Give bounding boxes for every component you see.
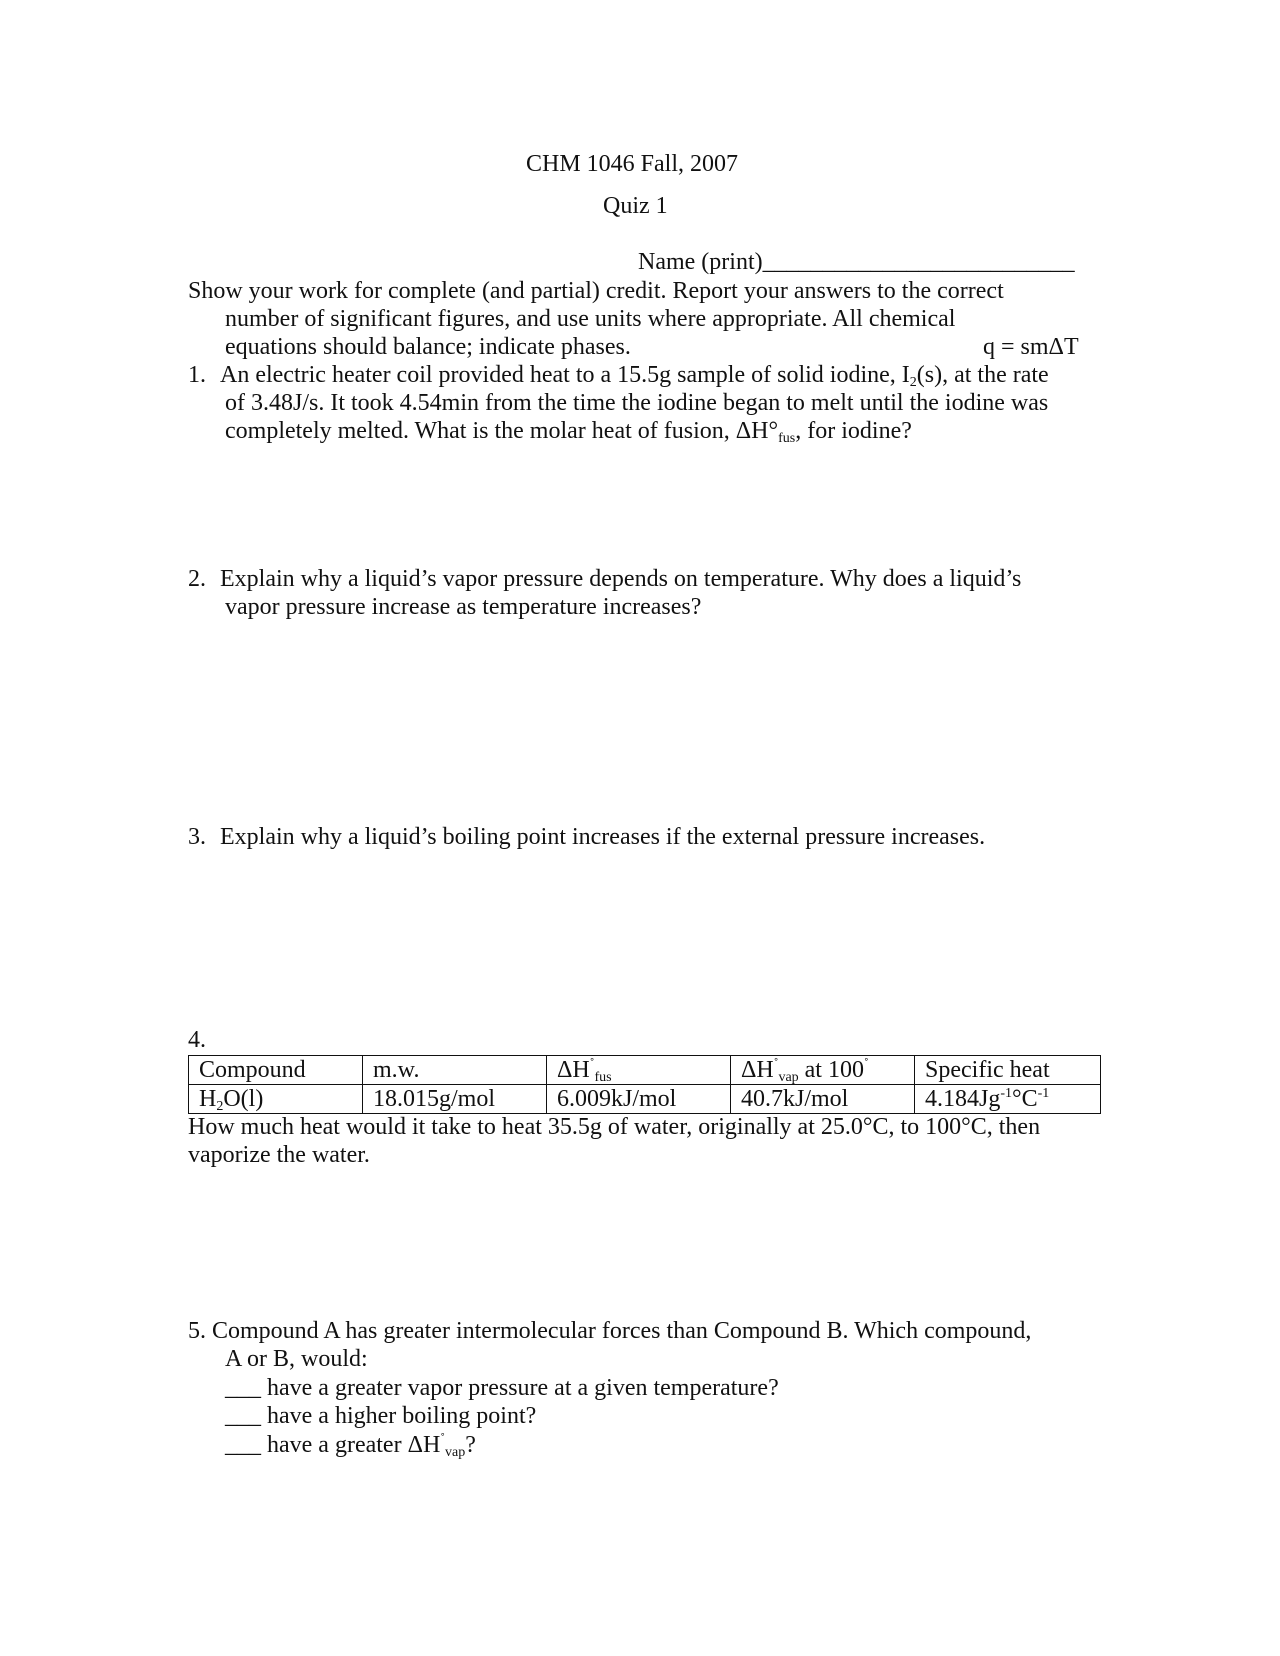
question-1-line-1: 1. An electric heater coil provided heat to a 15.5g sample of solid iodine, $I_2(s)$, at the rate	[188, 362, 1049, 390]
course-title: CHM 1046 Fall, 2007	[526, 151, 739, 177]
instructions-line-1: Show your work for complete (and partial) credit. Report your answers to the correct	[188, 278, 1004, 304]
table-header-row	[189, 1056, 1101, 1085]
name-field[interactable]	[638, 248, 1075, 277]
question-4-line-1: How much heat would it take to heat 35.5g of water, originally at 25.0°C, to 100°C, then	[188, 1114, 1041, 1140]
question-2-line-2: vapor pressure increase as temperature increases?	[225, 594, 702, 620]
question-2-line-1: 2. Explain why a liquid’s vapor pressure depends on temperature. Why does a liquid’s	[188, 566, 1022, 592]
instructions-line-3: equations should balance; indicate phases.	[225, 334, 631, 360]
name-label: Name (print)	[638, 249, 763, 275]
properties-table	[188, 1055, 1101, 1114]
question-5-option-3[interactable]: ___ have a greater $\Delta H^˚_{vap}$?	[225, 1432, 476, 1460]
answer-blank[interactable]: ___	[225, 1432, 261, 1458]
question-5-option-2[interactable]: ___ have a higher boiling point?	[225, 1403, 537, 1429]
question-5-line-2: A or B, would:	[225, 1346, 368, 1372]
cell-dh-vap: 40.7kJ/mol	[731, 1085, 915, 1114]
question-1-number: 1.	[188, 362, 206, 388]
instructions-line-2: number of significant figures, and use units where appropriate. All chemical	[225, 306, 956, 332]
quiz-title: Quiz 1	[603, 193, 668, 219]
cell-specific-heat: $4.184Jg^{-1}^\circ C^{-1}$	[915, 1085, 1101, 1114]
cell-dh-fus: 6.009kJ/mol	[547, 1085, 731, 1114]
header-dh-fus: $\Delta H^˚_{fus}$	[547, 1056, 731, 1085]
heat-formula: q = smΔT	[983, 334, 1079, 360]
table-row	[189, 1085, 1101, 1114]
cell-mw: 18.015g/mol	[363, 1085, 547, 1114]
question-1-line-2: of 3.48J/s. It took 4.54min from the time the iodine began to melt until the iodine was	[225, 390, 1049, 416]
question-5-option-1[interactable]: ___ have a greater vapor pressure at a given temperature?	[225, 1375, 779, 1401]
question-1-line-3: completely melted. What is the molar heat of fusion, $\Delta H^\circ_{fus}$, for iodine?	[225, 418, 912, 446]
question-4-line-2: vaporize the water.	[188, 1142, 370, 1168]
header-mw: m.w.	[363, 1056, 547, 1085]
header-compound: Compound	[189, 1056, 363, 1085]
header-dh-vap: $\Delta H^˚_{vap}$ at 100˚	[731, 1056, 915, 1085]
question-5-line-1: 5. Compound A has greater intermolecular forces than Compound B. Which compound,	[188, 1318, 1032, 1344]
answer-blank[interactable]: ___	[225, 1403, 261, 1429]
cell-compound: $H_2O(l)$	[189, 1085, 363, 1114]
question-3-number: 3.	[188, 824, 206, 850]
answer-blank[interactable]: ___	[225, 1375, 261, 1401]
question-4-number: 4.	[188, 1027, 206, 1053]
question-2-number: 2.	[188, 566, 206, 592]
header-specific-heat: Specific heat	[915, 1056, 1101, 1085]
name-line: __________________________	[762, 249, 1075, 275]
question-3-line-1: 3. Explain why a liquid’s boiling point increases if the external pressure increases.	[188, 824, 986, 850]
